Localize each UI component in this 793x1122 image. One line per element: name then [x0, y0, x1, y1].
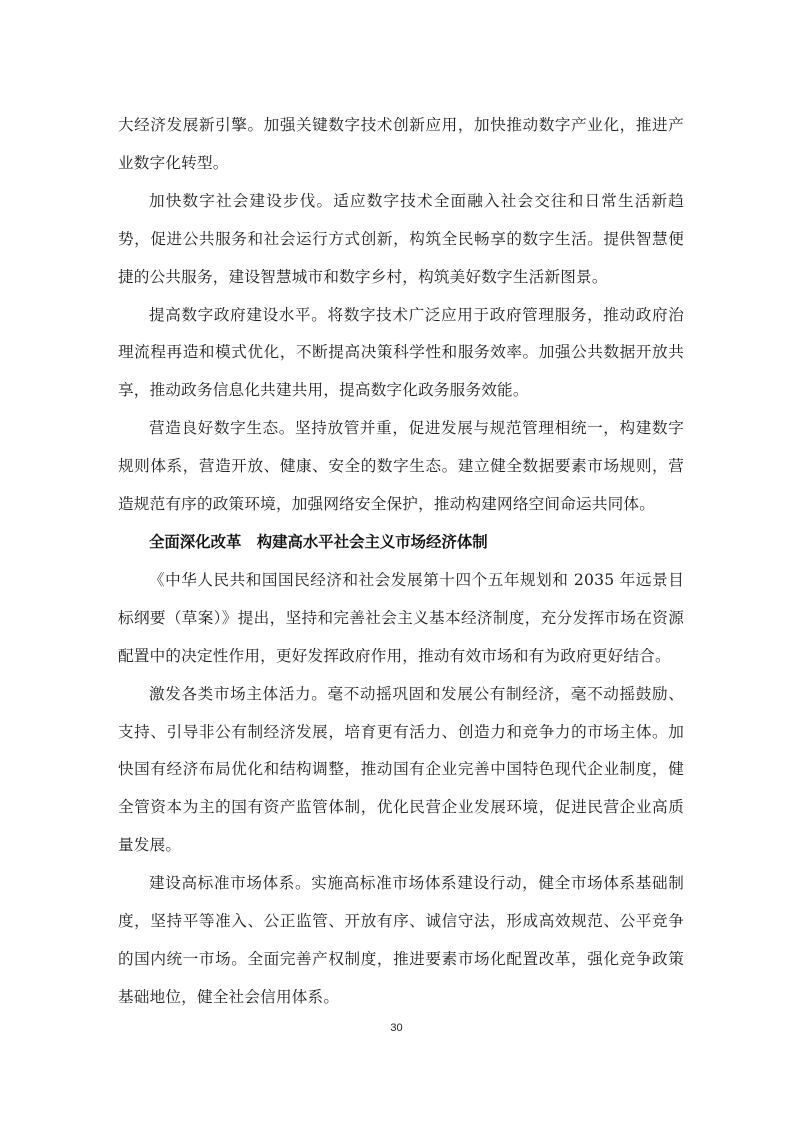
page-number: 30: [390, 1022, 403, 1034]
paragraph-market-system: 建设高标准市场体系。实施高标准市场体系建设行动，健全市场体系基础制度，坚持平等准入、公正监管、开放有序、诚信守法，形成高效规范、公平竞争的国内统一市场。全面完善产权制度，推进要素市场化配置改革，强化竞争政策基础地位，健全社会信用体系。: [118, 874, 684, 1006]
paragraph-plan-outline: 《中华人民共和国国民经济和社会发展第十四个五年规划和 2035 年远景目标纲要（草案）》提出，坚持和完善社会主义基本经济制度，充分发挥市场在资源配置中的决定性作用，更好发挥政府作用，推动有效市场和有为政府更好结合。: [118, 570, 684, 665]
paragraph-digital-economy-end: 大经济发展新引擎。加强关键数字技术创新应用，加快推动数字产业化，推进产业数字化转型。: [118, 116, 684, 172]
paragraph-digital-society: 加快数字社会建设步伐。适应数字技术全面融入社会交往和日常生活新趋势，促进公共服务和社会运行方式创新，构筑全民畅享的数字生活。提供智慧便捷的公共服务，建设智慧城市和数字乡村，构筑美好数字生活新图景。: [118, 191, 684, 286]
page-body: [118, 107, 684, 1017]
section-heading: 全面深化改革 构建高水平社会主义市场经济体制: [149, 532, 488, 551]
paragraph-digital-government: 提高数字政府建设水平。将数字技术广泛应用于政府管理服务，推动政府治理流程再造和模式优化，不断提高决策科学性和服务效率。加强公共数据开放共享，推动政务信息化共建共用，提高数字化政务服务效能。: [118, 305, 684, 400]
paragraph-market-entities: 激发各类市场主体活力。毫不动摇巩固和发展公有制经济，毫不动摇鼓励、支持、引导非公有制经济发展，培育更有活力、创造力和竞争力的市场主体。加快国有经济布局优化和结构调整，推动国有企业完善中国特色现代企业制度，健全管资本为主的国有资产监管体制，优化民营企业发展环境，促进民营企业高质量发展。: [118, 684, 684, 855]
paragraph-digital-ecology: 营造良好数字生态。坚持放管并重，促进发展与规范管理相统一，构建数字规则体系，营造开放、健康、安全的数字生态。建立健全数据要素市场规则，营造规范有序的政策环境，加强网络安全保护，推动构建网络空间命运共同体。: [118, 419, 684, 514]
